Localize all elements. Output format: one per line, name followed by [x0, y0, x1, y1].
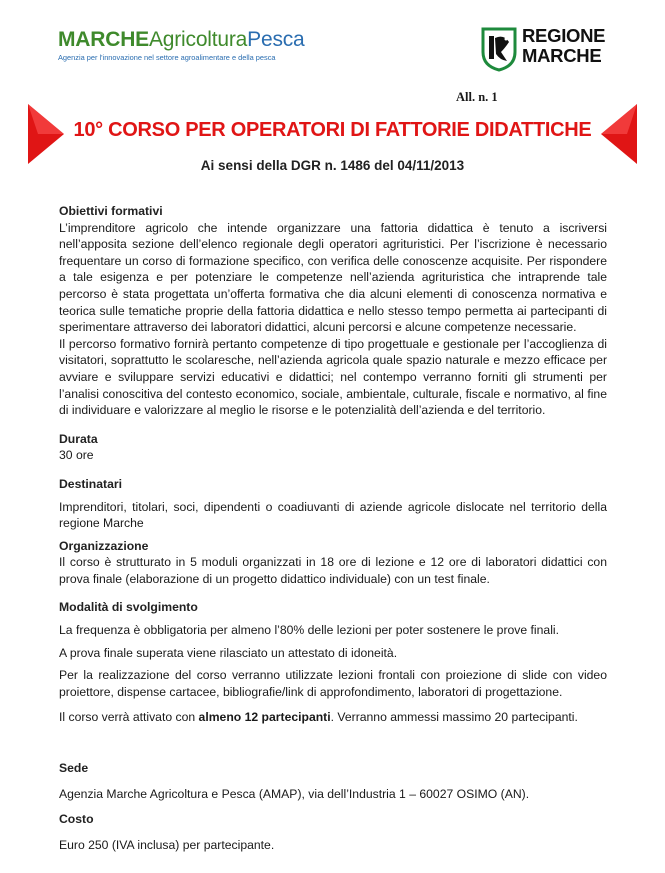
recipients-text: Imprenditori, titolari, soci, dipendenti o coadiuvanti di aziende agricole dislocate nel territorio della regione Marche [59, 499, 607, 531]
modality-paragraph-1: La frequenza è obbligatoria per almeno l’80% delle lezioni per poter sostenere le prove finali. [59, 623, 559, 638]
modality-heading: Modalità di svolgimento [59, 600, 198, 615]
regione-marche-wordmark: REGIONE MARCHE [522, 25, 606, 66]
regione-marche-logo [480, 26, 610, 72]
recipients-heading: Destinatari [59, 476, 122, 491]
document-title: 10° CORSO PER OPERATORI DI FATTORIE DIDATTICHE [73, 119, 592, 141]
organization-heading: Organizzazione [59, 538, 149, 553]
modality-paragraph-3: Per la realizzazione del corso verranno utilizzate lezioni frontali con proiezione di slide con video proiettore, dispense cartacee, bibliografie/link di approfondimento, laboratori di progettazione. [59, 668, 607, 699]
amap-logo-tagline: Agenzia per l'innovazione nel settore agroalimentare e della pesca [58, 53, 276, 62]
amap-logo [58, 28, 348, 62]
attachment-number: All. n. 1 [456, 90, 498, 104]
organization-text: Il corso è strutturato in 5 moduli organizzati in 18 ore di lezione e 12 ore di laboratori didattici con prova finale (elaborazione di un progetto didattico individuale) con un test finale. [59, 555, 607, 586]
regione-marche-emblem-icon [480, 26, 518, 72]
venue-heading: Sede [59, 761, 89, 776]
venue-text: Agenzia Marche Agricoltura e Pesca (AMAP), via dell’Industria 1 – 60027 OSIMO (AN). [59, 786, 530, 801]
cost-text: Euro 250 (IVA inclusa) per partecipante. [59, 837, 275, 852]
modality-paragraph-4: Il corso verrà attivato con almeno 12 partecipanti. Verranno ammessi massimo 20 partecipanti. [59, 710, 578, 725]
objectives-heading: Obiettivi formativi [59, 204, 163, 218]
duration-heading: Durata [59, 431, 98, 446]
document-body [59, 203, 607, 853]
cost-heading: Costo [59, 812, 94, 827]
document-subtitle: Ai sensi della DGR n. 1486 del 04/11/2013 [200, 158, 465, 173]
duration-text: 30 ore [59, 448, 94, 463]
objectives-paragraph-1: L’imprenditore agricolo che intende organizzare una fattoria didattica è tenuto a iscriversi nell’apposita sezione dell’elenco regionale degli operatori agrituristici. Per l’iscrizione è necessario frequentare un corso di formazione specifico, con verifica delle conoscenze acquisite. Per rispondere a tale esigenza e per potenziare le competenze nell’azienda agrituristica che intraprende tale percorso è stata progettata un’offerta formativa che dia alcuni elementi di conoscenza normativa e teorica sulle tematiche proprie della fattoria didattica e nello stesso tempo permetta ai partecipanti di sperimentare attraverso dei laboratori didattici, alcuni percorsi e alcune competenze necessarie. [59, 220, 607, 335]
amap-logo-wordmark: MARCHEAgricolturaPesca [58, 28, 305, 51]
min-participants: almeno 12 partecipanti [198, 710, 331, 725]
modality-paragraph-2: A prova finale superata viene rilasciato un attestato di idoneità. [59, 645, 398, 660]
objectives-paragraph-2: Il percorso formativo fornirà pertanto competenze di tipo progettuale e gestionale per l’accoglienza di visitatori, soprattutto le scolaresche, nell’azienda agricola quale spazio naturale e mezzo efficace per avviare e sviluppare servizi educativi e didattici; nel contempo verranno forniti gli strumenti per l’analisi conoscitiva del contesto economico, sociale, ambientale, culturale, fiscale e normativo, al fine di individuare e valorizzare al meglio le risorse e le potenzialità dell’azienda e del territorio. [59, 336, 607, 418]
